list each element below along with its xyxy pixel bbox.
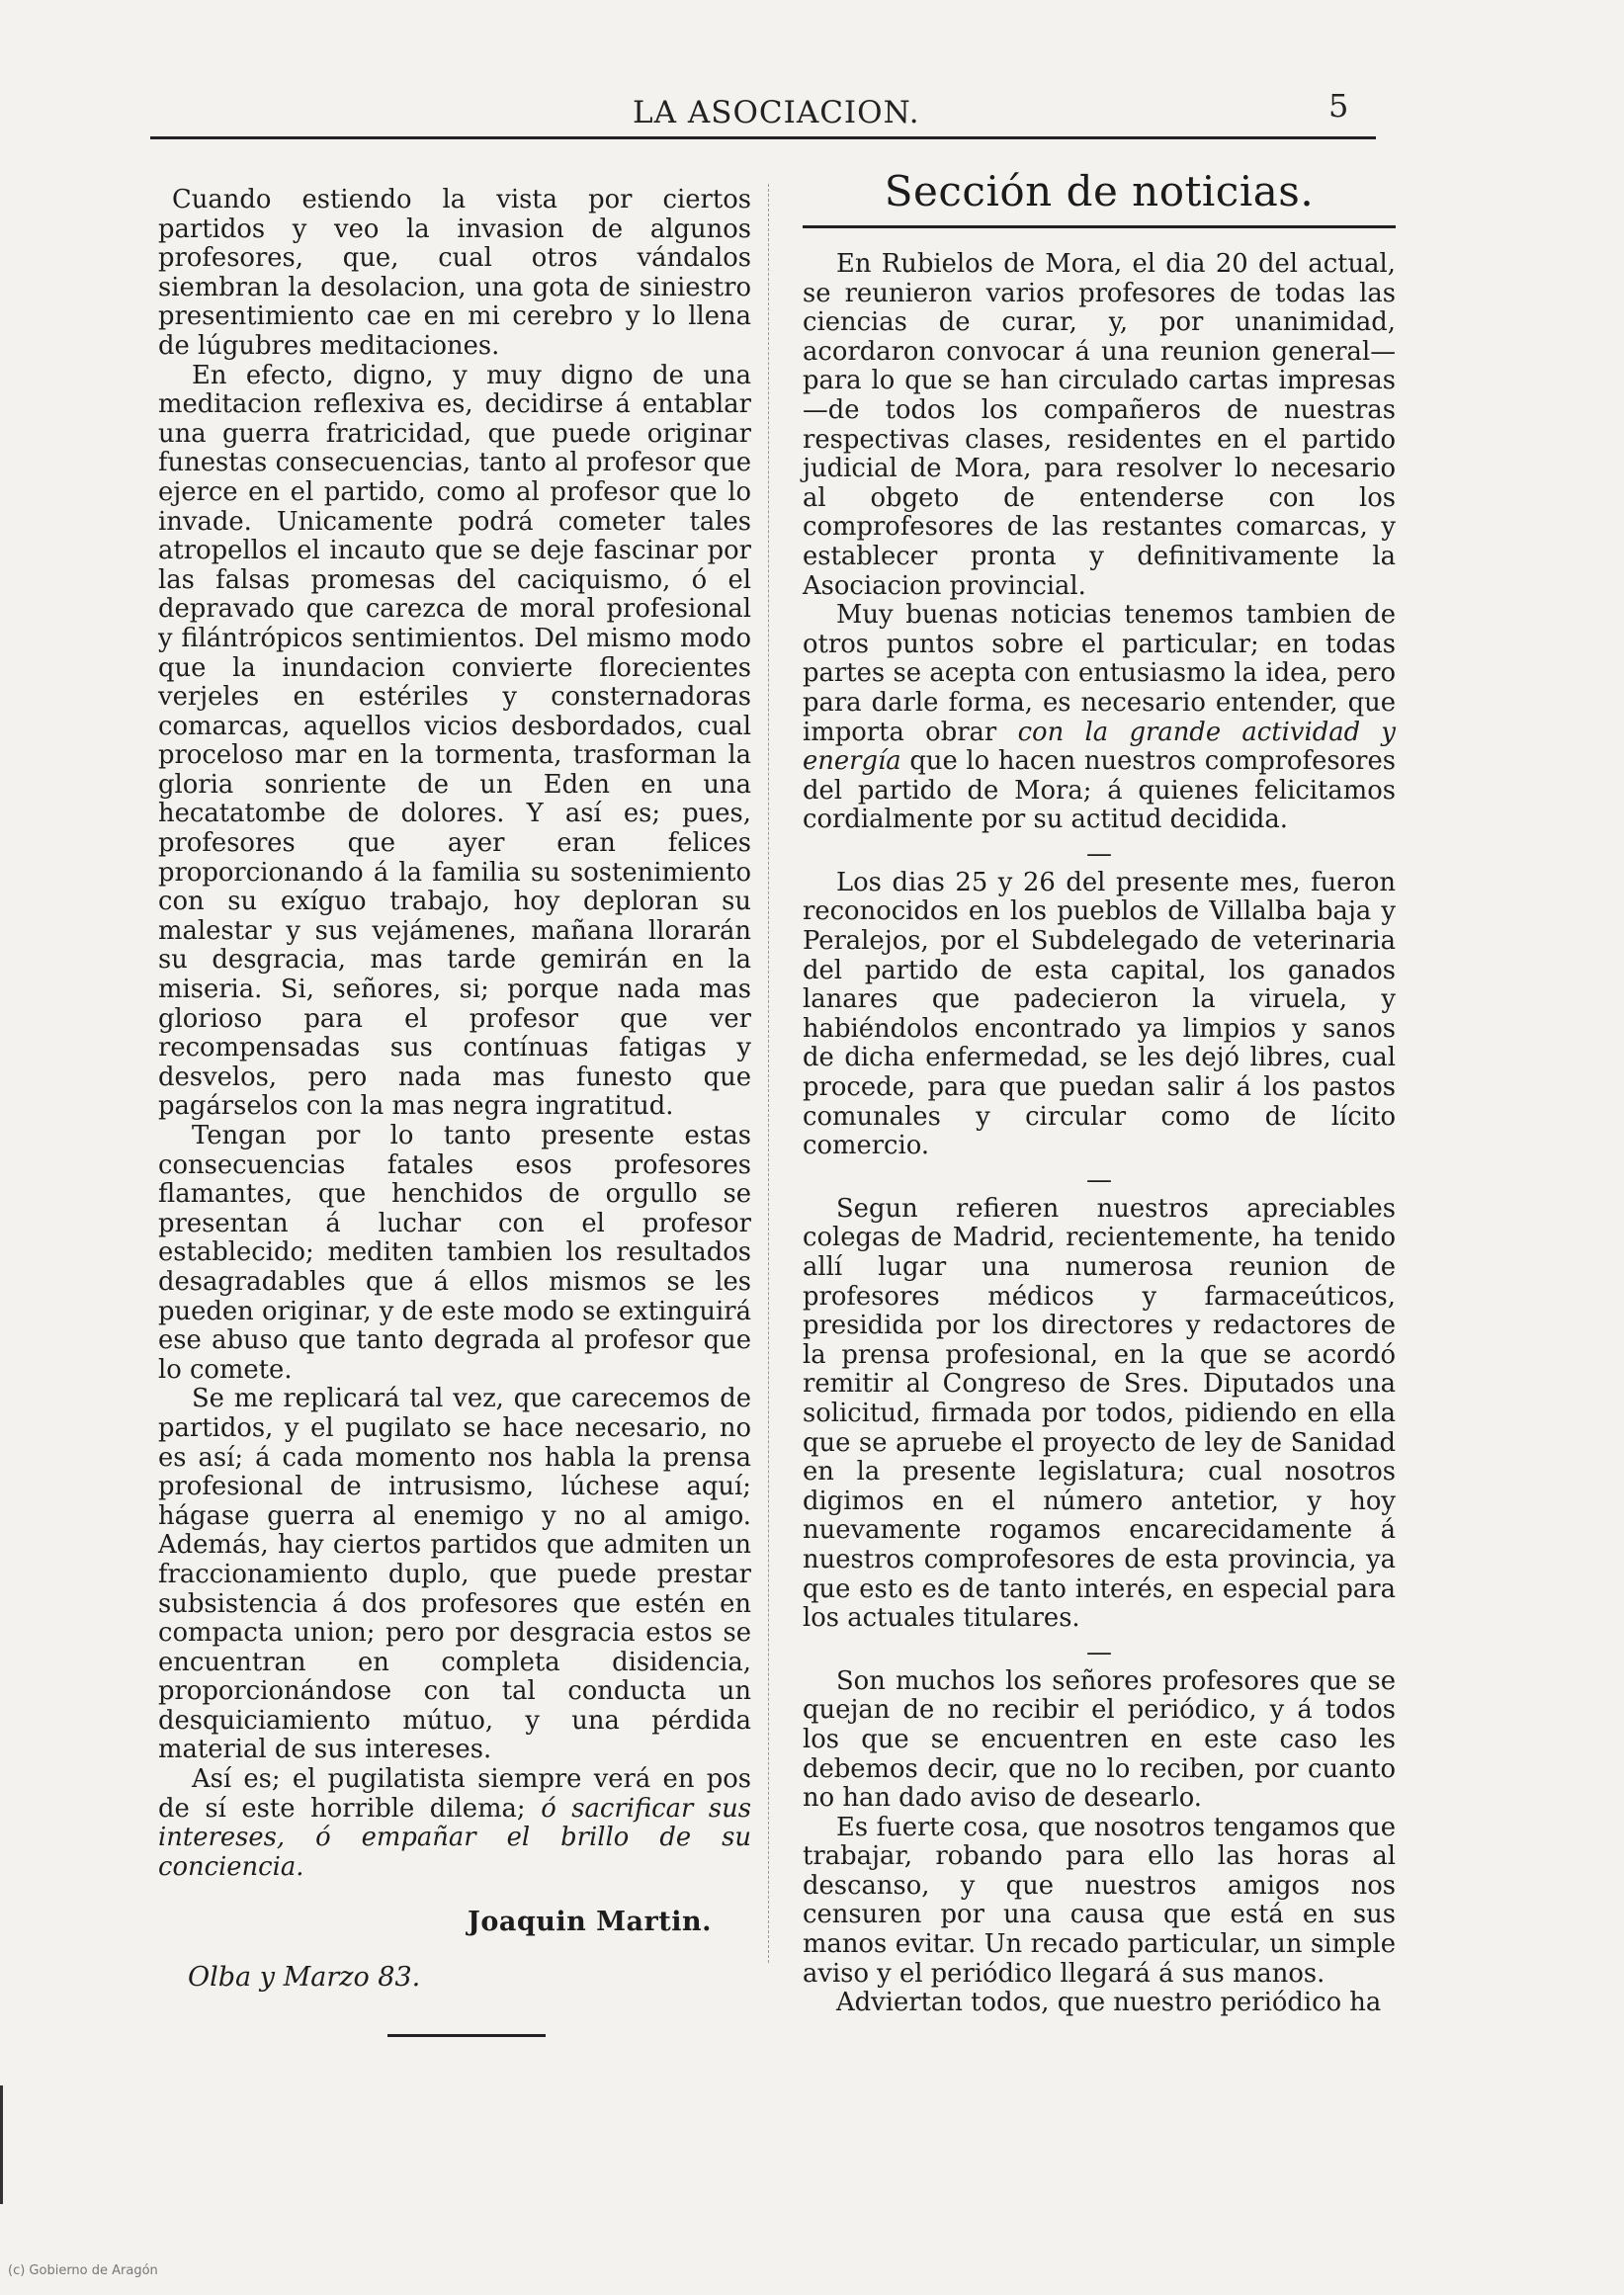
- page-number: 5: [1328, 87, 1349, 125]
- header-rule: [150, 136, 1376, 139]
- paragraph: Cuando estiendo la vista por ciertos partidos y veo la invasion de algunos profesores, que, cual otros vándalos siembran la desolacion, una gota de siniestro presentimiento cae en mi cerebro y lo llena de lúgubres meditaciones.: [158, 185, 751, 361]
- news-separator: —: [1086, 838, 1112, 869]
- left-column: [158, 186, 751, 2037]
- news-item: Son muchos los señores profesores que se quejan de no recibir el periódico, y á todos los que se encuentren en este caso les debemos decir, que no lo reciben, por cuanto no han dado aviso de desearlo.: [803, 1665, 1396, 1814]
- news-separator: —: [1086, 1637, 1112, 1667]
- copyright-credit: (c) Gobierno de Aragón: [8, 2263, 158, 2278]
- right-column: [803, 166, 1396, 2018]
- news-item: Es fuerte cosa, que nosotros tengamos que trabajar, robando para ello las horas al descanso, y que nuestros amigos nos censuren por una causa que está en sus manos evitar. Un recado particular, un simple aviso y el periódico llegará á sus manos.: [803, 1812, 1396, 1989]
- news-item: Los dias 25 y 26 del presente mes, fueron reconocidos en los pueblos de Villalba baja y Peralejos, por el Subdelegado de veterinaria del partido de esta capital, los ganados lanares que padecieron la viruela, y habiéndolos encontrado ya limpios y sanos de dicha enfermedad, se les dejó libres, cual procede, para que puedan salir á los pastos comunales y circular como de lícito comercio.: [803, 867, 1396, 1161]
- news-item: [803, 601, 1396, 835]
- section-title-rule: [803, 225, 1396, 228]
- signature: Joaquin Martin.: [468, 1907, 712, 1938]
- news-item: Adviertan todos, que nuestro periódico ha: [836, 1988, 1382, 2018]
- news-item: Segun refieren nuestros apreciables colegas de Madrid, recientemente, ha tenido allí lugar una numerosa reunion de profesores médicos y farmaceúticos, presidida por los directores y redactores de la prensa profesional, en la que se acordó remitir al Congreso de Sres. Diputados una solicitud, firmada por todos, pidiendo en ella que se apruebe el proyecto de ley de Sanidad en la presente legislatura; cual nosotros digimos en el número antetior, y hoy nuevamente rogamos encarecidamente á nuestros comprofesores de esta provincia, ya que esto es de tanto interés, en especial para los actuales titulares.: [803, 1193, 1396, 1634]
- running-title: LA ASOCIACION.: [633, 95, 920, 130]
- news-item: En Rubielos de Mora, el dia 20 del actual, se reunieron varios profesores de todas las ciencias de curar, y, por unanimidad, acordaron convocar á una reunion general—para lo que se han circulado cartas impresas—de todos los compañeros de nuestras respectivas clases, residentes en el partido judicial de Mora, para resolver lo necesario al obgeto de entenderse con los comprofesores de las restantes comarcas, y establecer pronta y definitivamente la Asociacion provincial.: [803, 249, 1396, 601]
- news-italic: con la grande actividad y energía: [803, 717, 1396, 777]
- paragraph: Tengan por lo tanto presente estas consecuencias fatales esos profesores flamantes, que henchidos de orgullo se presentan á luchar con el profesor establecido; mediten tambien los resultados desagradables que á ellos mismos se les pueden originar, y de este modo se extinguirá ese abuso que tanto degrada al profesor que lo comete.: [158, 1121, 751, 1385]
- section-title: Sección de noticias.: [884, 167, 1315, 215]
- paragraph: En efecto, digno, y muy digno de una meditacion reflexiva es, decidirse á entablar una guerra fratricidad, que puede originar funestas consecuencias, tanto al profesor que ejerce en el partido, como al profesor que lo invade. Unicamente podrá cometer tales atropellos el incauto que se deje fascinar por las falsas promesas del caciquismo, ó el depravado que carezca de moral profesional y filántrópicos sentimientos. Del mismo modo que la inundacion convierte florecientes verjeles en estériles y consternadoras comarcas, aquellos vicios desbordados, cual proceloso mar en la tormenta, trasforman la gloria sonriente de un Eden en una hecatatombe de dolores. Y así es; pues, profesores que ayer eran felices proporcionando á la familia su sostenimiento con su exíguo trabajo, hoy deploran su malestar y sus vejámenes, mañana llorarán su desgracia, mas tarde gemirán en la miseria. Si, señores, si; porque nada mas glorioso para el profesor que ver recompensadas sus contínuas fatigas y desvelos, pero nada mas funesto que pagárselos con la mas negra ingratitud.: [158, 360, 751, 1122]
- column-divider: [768, 184, 769, 1963]
- closing-paragraph: [158, 1765, 751, 1882]
- news-text: Muy buenas noticias tenemos tambien de otros puntos sobre el particular; en todas partes se acepta con entusiasmo la idea, pero para darle forma, es necesario entender, que importa obrar: [803, 600, 1396, 747]
- scan-edge-mark: [0, 2085, 3, 2204]
- article-end-rule: [387, 2034, 546, 2037]
- closing-italic: ó sacrificar sus intereses, ó empañar el brillo de su conciencia.: [158, 1793, 751, 1882]
- closing-prefix: Así es; el pugilatista siempre verá en pos de sí este horrible dilema;: [158, 1764, 751, 1824]
- news-separator: —: [1086, 1164, 1112, 1195]
- news-text: que lo hacen nuestros comprofesores del partido de Mora; á quienes felicitamos cordialmente por su actitud decidida.: [803, 746, 1396, 835]
- paragraph: Se me replicará tal vez, que carecemos de partidos, y el pugilato se hace necesario, no es así; á cada momento nos habla la prensa profesional de intrusismo, lúchese aquí; hágase guerra al enemigo y no al amigo. Además, hay ciertos partidos que admiten un fraccionamiento duplo, que puede prestar subsistencia á dos profesores que estén en compacta union; pero por desgracia estos se encuentran en completa disidencia, proporcionándose con tal conducta un desquiciamiento mútuo, y una pérdida material de sus intereses.: [158, 1384, 751, 1765]
- dateline: Olba y Marzo 83.: [188, 1962, 421, 1994]
